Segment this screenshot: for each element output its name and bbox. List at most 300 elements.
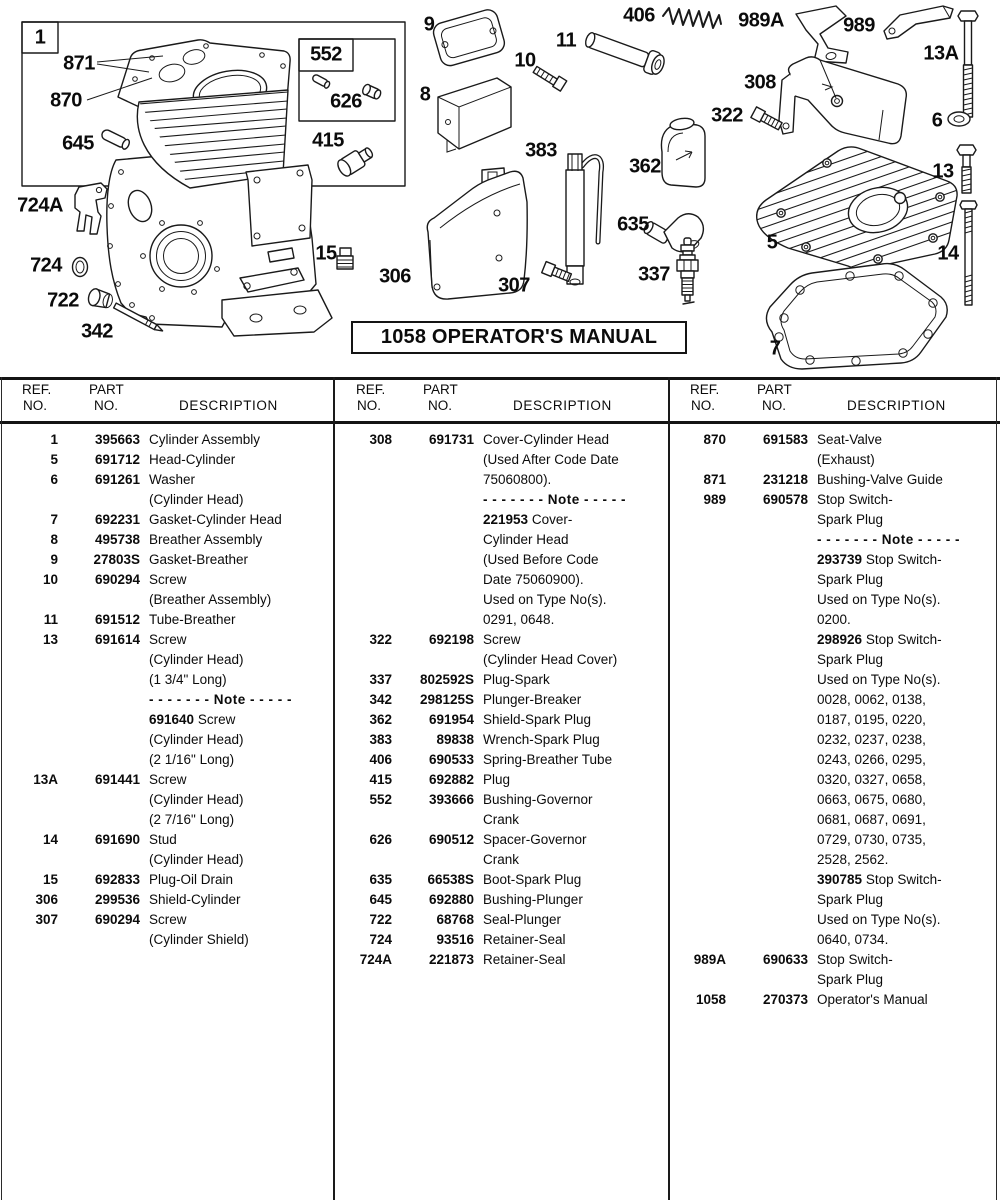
description: Seat-Valve [817, 432, 883, 447]
part-no: 690533 [428, 752, 474, 767]
ref-no: 13A [33, 772, 58, 787]
ref-no [672, 690, 726, 710]
table-row [4, 810, 334, 830]
part-no [58, 850, 140, 870]
diagram-callout-14: 14 [937, 242, 959, 265]
gasket-cylinder-head-drawing [766, 264, 947, 369]
ref-no [338, 530, 392, 550]
part-no: 802592S [419, 672, 474, 687]
ref-no [672, 710, 726, 730]
table-row [338, 470, 668, 490]
table-row [338, 930, 668, 950]
table-row [672, 530, 1000, 550]
part-no [726, 510, 808, 530]
table-row [4, 690, 334, 710]
table-row [672, 730, 1000, 750]
description: 221953 Cover- [483, 512, 573, 527]
ref-no [672, 550, 726, 570]
table-row [4, 450, 334, 470]
part-no [726, 830, 808, 850]
part-no: 299536 [94, 892, 140, 907]
table-row [672, 470, 1000, 490]
ref-no [672, 630, 726, 650]
table-right-border [996, 377, 997, 1200]
description: 0320, 0327, 0658, [817, 772, 926, 787]
part-no [726, 790, 808, 810]
ref-no [672, 450, 726, 470]
part-no: 27803S [93, 552, 140, 567]
part-no [392, 810, 474, 830]
tube-breather-drawing [583, 28, 667, 77]
ref-no: 13 [42, 632, 58, 647]
diagram-callout-989: 989 [843, 14, 875, 37]
part-no [726, 930, 808, 950]
ref-no [672, 910, 726, 930]
table-row [4, 430, 334, 450]
description: (2 1/16" Long) [149, 752, 235, 767]
ref-no [672, 770, 726, 790]
diagram-callout-13: 13 [932, 160, 954, 183]
ref-no-header: REF. [22, 382, 52, 397]
part-no [392, 470, 474, 490]
description: Wrench-Spark Plug [483, 732, 600, 747]
ref-no: 5 [50, 452, 58, 467]
part-no [726, 650, 808, 670]
description: 75060800). [483, 472, 552, 487]
ref-no-header: NO. [691, 398, 716, 413]
part-no-header: NO. [762, 398, 787, 413]
table-row [672, 690, 1000, 710]
description: (2 7/16" Long) [149, 812, 235, 827]
ref-no [338, 490, 392, 510]
ref-no-header: REF. [356, 382, 386, 397]
part-no: 298125S [419, 692, 474, 707]
part-no [392, 590, 474, 610]
part-no [392, 650, 474, 670]
part-no [392, 530, 474, 550]
retainer-seal-bracket-drawing [75, 183, 107, 234]
diagram-callout-724A: 724A [17, 194, 63, 217]
diagram-callout-645: 645 [62, 132, 94, 155]
description: Operator's Manual [817, 992, 928, 1007]
cylinder-assembly-drawing [87, 40, 332, 336]
diagram-callout-337: 337 [638, 263, 670, 286]
table-row [338, 570, 668, 590]
description: 390785 Stop Switch- [817, 872, 942, 887]
ref-no [672, 810, 726, 830]
part-no-header: NO. [428, 398, 453, 413]
diagram-callout-308: 308 [744, 71, 776, 94]
description: Stop Switch- [817, 952, 893, 967]
ref-no: 415 [369, 772, 392, 787]
ref-no [338, 570, 392, 590]
description: Plug-Oil Drain [149, 872, 234, 887]
ref-no [672, 510, 726, 530]
description-header: DESCRIPTION [847, 398, 946, 413]
column-header-1 [2, 377, 335, 424]
table-row [672, 890, 1000, 910]
ref-no: 14 [42, 832, 58, 847]
parts-column-1 [4, 430, 334, 950]
description: Plunger-Breaker [483, 692, 582, 707]
ref-no [672, 870, 726, 890]
part-no [726, 910, 808, 930]
diagram-callout-383: 383 [525, 139, 557, 162]
bolt-13-drawing [957, 145, 976, 193]
ref-no [672, 850, 726, 870]
part-no [726, 570, 808, 590]
part-no: 691441 [94, 772, 140, 787]
ref-no: 989A [693, 952, 726, 967]
bushing-plunger-drawing [100, 128, 131, 150]
description: - - - - - - - Note - - - - - [817, 532, 960, 547]
table-row [672, 770, 1000, 790]
table-row [338, 630, 668, 650]
part-no [726, 590, 808, 610]
table-row [4, 770, 334, 790]
part-no: 66538S [427, 872, 474, 887]
table-row [4, 930, 334, 950]
gasket-breather-drawing [431, 7, 507, 67]
part-no: 691261 [94, 472, 140, 487]
part-no: 691614 [94, 632, 140, 647]
ref-no: 1 [50, 432, 58, 447]
description: Plug-Spark [483, 672, 550, 687]
table-row [4, 890, 334, 910]
plug-oil-drain-drawing [337, 248, 353, 269]
table-row [338, 610, 668, 630]
ref-no [338, 550, 392, 570]
table-row [338, 850, 668, 870]
ref-no [338, 510, 392, 530]
ref-no: 645 [369, 892, 392, 907]
diagram-callout-306: 306 [379, 265, 411, 288]
table-row [338, 910, 668, 930]
diagram-callout-406: 406 [623, 4, 655, 27]
ref-no: 9 [50, 552, 58, 567]
part-no: 690294 [94, 572, 140, 587]
part-no: 692231 [94, 512, 140, 527]
diagram-callout-15: 15 [315, 242, 337, 265]
description: Seal-Plunger [483, 912, 562, 927]
table-row [672, 670, 1000, 690]
part-no [58, 750, 140, 770]
diagram-callout-871: 871 [63, 52, 95, 75]
ref-no [4, 750, 58, 770]
ref-no: 322 [369, 632, 392, 647]
ref-no: 552 [369, 792, 392, 807]
table-row [672, 750, 1000, 770]
part-no: 691712 [94, 452, 140, 467]
ref-no: 10 [42, 572, 58, 587]
description: 691640 Screw [149, 712, 236, 727]
ref-no [4, 710, 58, 730]
part-no: 221873 [428, 952, 474, 967]
description: Spark Plug [817, 972, 884, 987]
ref-no [672, 730, 726, 750]
ref-no: 8 [50, 532, 58, 547]
diagram-callout-7: 7 [769, 337, 781, 360]
table-row [338, 590, 668, 610]
part-no [726, 890, 808, 910]
description: (Cylinder Head Cover) [483, 652, 618, 667]
description: Cylinder Assembly [149, 432, 261, 447]
table-row [338, 550, 668, 570]
diagram-callout-342: 342 [81, 320, 113, 343]
description: Spring-Breather Tube [483, 752, 613, 767]
part-no: 395663 [94, 432, 140, 447]
part-no [726, 690, 808, 710]
table-row [338, 450, 668, 470]
parts-column-2 [338, 430, 668, 970]
ref-no: 6 [50, 472, 58, 487]
description: 0291, 0648. [483, 612, 555, 627]
description: Used on Type No(s). [817, 592, 941, 607]
table-row [338, 810, 668, 830]
parts-column-3 [672, 430, 1000, 1010]
table-row [672, 970, 1000, 990]
description: (Cylinder Head) [149, 852, 244, 867]
ref-no [672, 650, 726, 670]
table-row [672, 430, 1000, 450]
table-row [338, 730, 668, 750]
table-row [4, 750, 334, 770]
description: (Cylinder Head) [149, 732, 244, 747]
table-row [4, 470, 334, 490]
description: Spark Plug [817, 892, 884, 907]
description: Cylinder Head [483, 532, 569, 547]
description: 298926 Stop Switch- [817, 632, 942, 647]
ref-no [4, 590, 58, 610]
description-header: DESCRIPTION [179, 398, 278, 413]
part-no: 495738 [94, 532, 140, 547]
description: Spark Plug [817, 572, 884, 587]
table-row [672, 590, 1000, 610]
description: 0681, 0687, 0691, [817, 812, 926, 827]
part-no: 692833 [94, 872, 140, 887]
part-no [726, 610, 808, 630]
description: Tube-Breather [149, 612, 236, 627]
table-row [672, 550, 1000, 570]
ref-no: 337 [369, 672, 392, 687]
ref-no: 870 [703, 432, 726, 447]
table-row [672, 450, 1000, 470]
description: Screw [149, 632, 187, 647]
description: Gasket-Breather [149, 552, 249, 567]
part-no [726, 970, 808, 990]
cover-cylinder-head-drawing [779, 57, 906, 144]
part-no [726, 870, 808, 890]
table-left-border [1, 377, 2, 1200]
ref-no: 15 [42, 872, 58, 887]
table-row [672, 910, 1000, 930]
table-row [338, 710, 668, 730]
table-row [672, 870, 1000, 890]
part-no [392, 610, 474, 630]
description: Spark Plug [817, 512, 884, 527]
part-no [392, 450, 474, 470]
part-no: 393666 [428, 792, 474, 807]
part-no [726, 530, 808, 550]
ref-no [672, 570, 726, 590]
ref-no [672, 930, 726, 950]
table-row [4, 870, 334, 890]
diagram-callout-6: 6 [931, 109, 943, 132]
table-row [4, 730, 334, 750]
ref-no [4, 810, 58, 830]
ref-no [672, 610, 726, 630]
table-row [672, 630, 1000, 650]
operators-manual-label: 1058 OPERATOR'S MANUAL [351, 321, 687, 354]
description-header: DESCRIPTION [513, 398, 612, 413]
ref-no: 342 [369, 692, 392, 707]
part-no-header: PART [89, 382, 124, 397]
diagram-callout-10: 10 [514, 49, 536, 72]
diagram-callout-635: 635 [617, 213, 649, 236]
part-no: 691512 [94, 612, 140, 627]
part-no [58, 930, 140, 950]
table-row [672, 850, 1000, 870]
part-no-header: PART [423, 382, 458, 397]
table-row [4, 850, 334, 870]
part-no [726, 550, 808, 570]
diagram-callout-362: 362 [629, 155, 661, 178]
part-no [726, 450, 808, 470]
description: Bushing-Governor [483, 792, 593, 807]
shield-spark-plug-drawing [661, 117, 705, 187]
table-row [338, 890, 668, 910]
description: Retainer-Seal [483, 932, 566, 947]
part-no: 93516 [436, 932, 474, 947]
bushing-governor-drawing [311, 74, 331, 89]
ref-no: 362 [369, 712, 392, 727]
part-no [726, 630, 808, 650]
table-row [4, 590, 334, 610]
screw-breather-drawing [532, 63, 566, 91]
ref-no [4, 850, 58, 870]
diagram-callout-13A: 13A [923, 42, 959, 65]
ref-no [672, 530, 726, 550]
table-row [4, 790, 334, 810]
description: Breather Assembly [149, 532, 263, 547]
ref-no [672, 790, 726, 810]
part-no: 690633 [762, 952, 808, 967]
part-no [58, 690, 140, 710]
ref-no [672, 750, 726, 770]
description: 0028, 0062, 0138, [817, 692, 926, 707]
ref-no: 871 [703, 472, 726, 487]
ref-no [4, 670, 58, 690]
table-row [672, 710, 1000, 730]
ref-no-header: REF. [690, 382, 720, 397]
ref-no [338, 810, 392, 830]
stop-switch-989a-drawing [796, 6, 848, 63]
table-row [672, 810, 1000, 830]
wrench-spark-plug-drawing [566, 154, 602, 285]
description: (Cylinder Head) [149, 652, 244, 667]
part-no [58, 670, 140, 690]
ref-no [672, 890, 726, 910]
description: Cover-Cylinder Head [483, 432, 610, 447]
diagram-callout-415: 415 [312, 129, 344, 152]
diagram-callout-626: 626 [330, 90, 362, 113]
table-row [672, 830, 1000, 850]
retainer-seal-ring-drawing [73, 258, 88, 277]
description: Crank [483, 852, 520, 867]
table-row [4, 570, 334, 590]
table-row [672, 570, 1000, 590]
table-row [338, 950, 668, 970]
ref-no [4, 650, 58, 670]
table-row [672, 650, 1000, 670]
description: 0243, 0266, 0295, [817, 752, 926, 767]
description: Shield-Spark Plug [483, 712, 592, 727]
ref-no [4, 790, 58, 810]
diagram-callout-307: 307 [498, 274, 530, 297]
description: Retainer-Seal [483, 952, 566, 967]
description: Washer [149, 472, 196, 487]
part-no: 692882 [428, 772, 474, 787]
table-row [4, 490, 334, 510]
ref-no [4, 490, 58, 510]
part-no: 690512 [428, 832, 474, 847]
description: (Cylinder Head) [149, 792, 244, 807]
ref-no [4, 690, 58, 710]
ref-no: 989 [703, 492, 726, 507]
table-row [338, 790, 668, 810]
diagram-callout-722: 722 [47, 289, 79, 312]
screw-322-drawing [751, 107, 783, 132]
description: Screw [149, 772, 187, 787]
part-no [726, 750, 808, 770]
description: Spark Plug [817, 652, 884, 667]
description: 0200. [817, 612, 851, 627]
ref-no [4, 730, 58, 750]
part-no [726, 710, 808, 730]
column-header-3 [670, 377, 1000, 424]
description: Bushing-Plunger [483, 892, 583, 907]
part-no [726, 670, 808, 690]
part-no [726, 730, 808, 750]
description: (Used After Code Date [483, 452, 619, 467]
part-no [58, 490, 140, 510]
washer-drawing [948, 112, 970, 126]
table-row [672, 490, 1000, 510]
table-row [4, 670, 334, 690]
table-row [338, 830, 668, 850]
part-no: 231218 [762, 472, 808, 487]
diagram-callout-322: 322 [711, 104, 743, 127]
description: 0663, 0675, 0680, [817, 792, 926, 807]
part-no: 690578 [762, 492, 808, 507]
stop-switch-989-drawing [884, 6, 953, 39]
parts-diagram [0, 0, 1000, 377]
diagram-callout-5: 5 [766, 231, 778, 254]
description: Date 75060900). [483, 572, 584, 587]
table-row [672, 930, 1000, 950]
ref-no [4, 930, 58, 950]
table-row [4, 610, 334, 630]
ref-no: 724 [369, 932, 392, 947]
part-no [58, 710, 140, 730]
table-row [4, 630, 334, 650]
table-row [672, 950, 1000, 970]
description: Bushing-Valve Guide [817, 472, 943, 487]
description: - - - - - - - Note - - - - - [149, 692, 292, 707]
part-no [392, 490, 474, 510]
ref-no [338, 450, 392, 470]
description: (Cylinder Shield) [149, 932, 249, 947]
